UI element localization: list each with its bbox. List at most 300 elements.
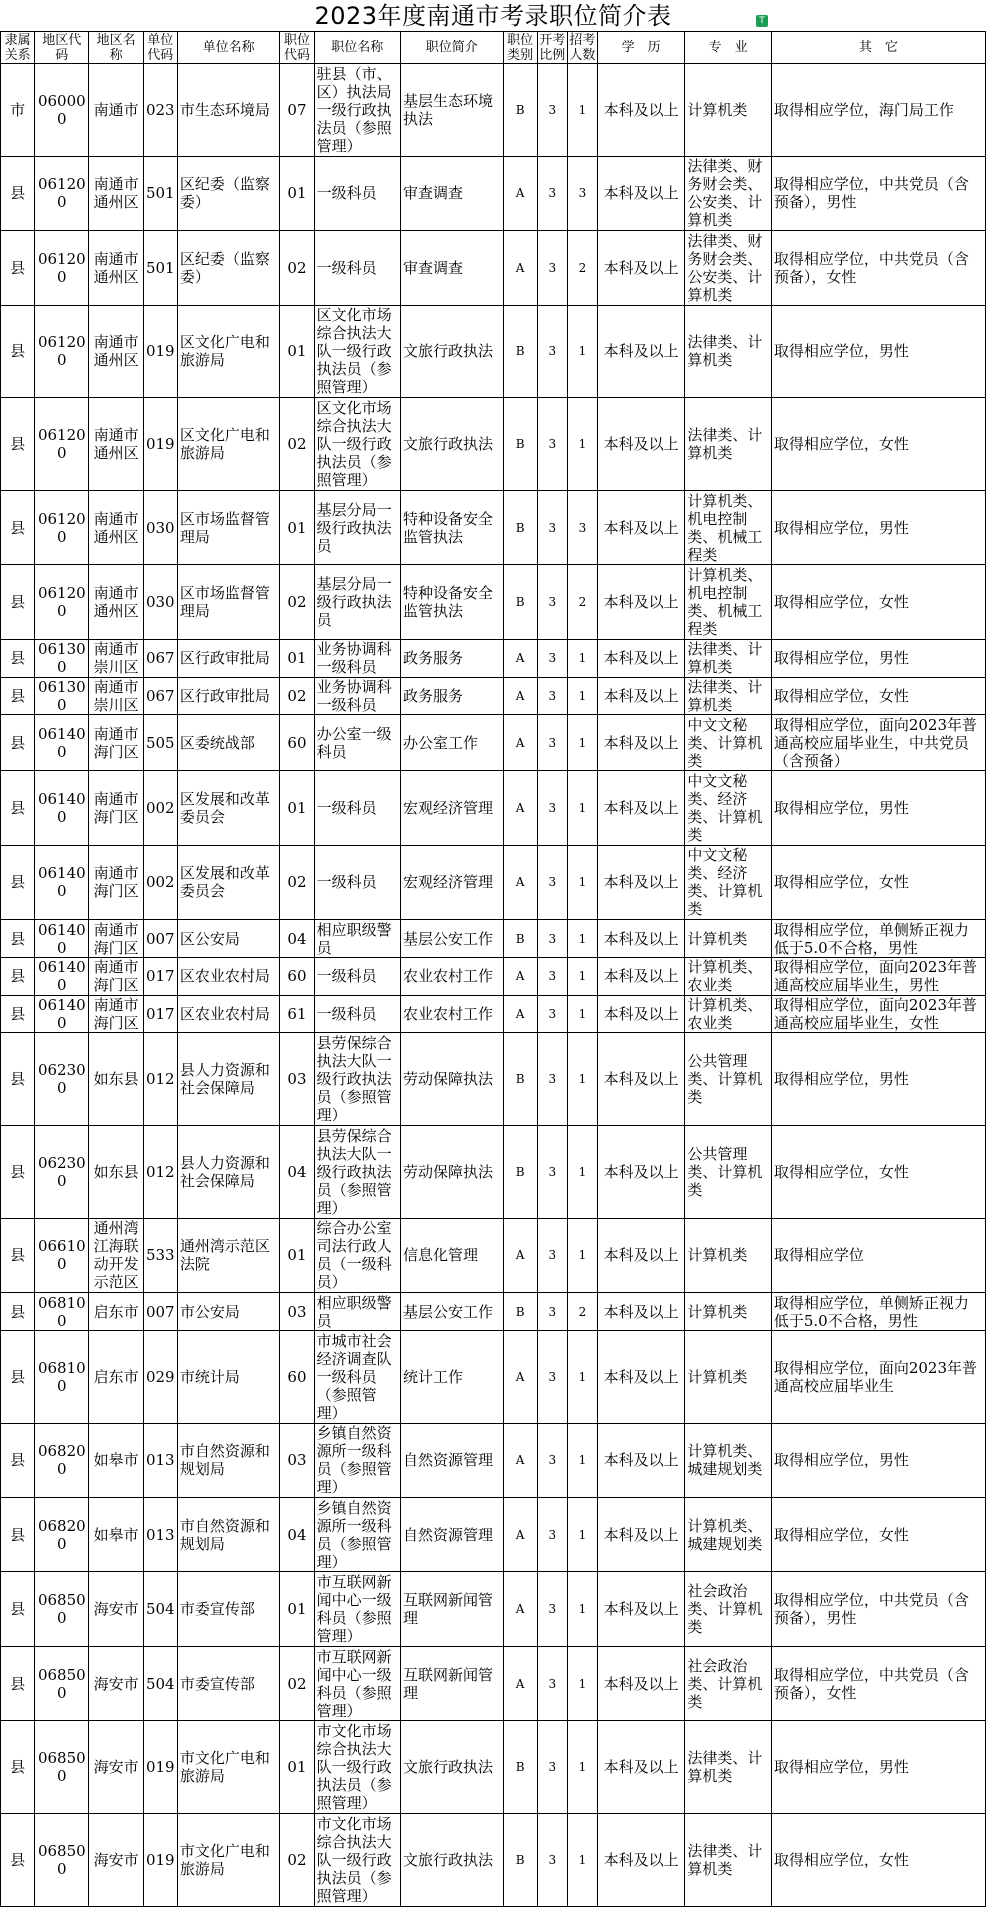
cell-region-name: 南通市海门区 (89, 771, 143, 845)
table-row (1, 995, 986, 1033)
cell-major: 中文文秘类、经济类、计算机类 (685, 771, 771, 845)
cell-education: 本科及以上 (597, 639, 684, 677)
cell-region-code: 068100 (35, 1293, 89, 1331)
cell-affiliation: 县 (1, 920, 35, 958)
cell-affiliation: 县 (1, 639, 35, 677)
cell-position-desc: 文旅行政执法 (401, 305, 504, 398)
cell-position-desc: 特种设备安全监管执法 (401, 565, 504, 639)
table-row (1, 957, 986, 995)
cell-exam-ratio: 3 (537, 771, 567, 845)
cell-region-code: 061200 (35, 565, 89, 639)
cell-position-type: B (503, 398, 537, 491)
cell-unit-code: 504 (143, 1572, 177, 1646)
cell-position-desc: 文旅行政执法 (401, 398, 504, 491)
cell-position-type: A (503, 771, 537, 845)
cell-region-code: 061400 (35, 920, 89, 958)
cell-major: 计算机类 (685, 920, 771, 958)
cell-position-name: 市互联网新闻中心一级科员（参照管理） (314, 1646, 400, 1720)
cell-region-code: 068100 (35, 1330, 89, 1423)
cell-education: 本科及以上 (597, 1126, 684, 1219)
cell-hire-count: 1 (567, 920, 597, 958)
cell-exam-ratio: 3 (537, 1646, 567, 1720)
header-region-name: 地区名称 (89, 32, 143, 64)
cell-hire-count: 2 (567, 565, 597, 639)
cell-position-desc: 互联网新闻管理 (401, 1646, 504, 1720)
cell-region-name: 启东市 (89, 1330, 143, 1423)
cell-education: 本科及以上 (597, 771, 684, 845)
cell-exam-ratio: 3 (537, 845, 567, 919)
cell-other: 取得相应学位，中共党员（含预备），男性 (771, 156, 985, 230)
cell-unit-code: 017 (143, 957, 177, 995)
table-row (1, 1293, 986, 1331)
cell-region-name: 如东县 (89, 1126, 143, 1219)
cell-region-name: 南通市通州区 (89, 565, 143, 639)
cell-unit-name: 区农业农村局 (177, 957, 280, 995)
cell-position-code: 02 (280, 231, 314, 305)
cell-unit-name: 区行政审批局 (177, 677, 280, 715)
cell-position-name: 乡镇自然资源所一级科员（参照管理） (314, 1423, 400, 1497)
cell-affiliation: 县 (1, 1423, 35, 1497)
cell-education: 本科及以上 (597, 1330, 684, 1423)
cell-affiliation: 县 (1, 995, 35, 1033)
cell-position-name: 区文化市场综合执法大队一级行政执法员（参照管理） (314, 398, 400, 491)
cell-hire-count: 1 (567, 1814, 597, 1907)
cell-unit-name: 区市场监督管理局 (177, 491, 280, 565)
cell-other: 取得相应学位，男性 (771, 1423, 985, 1497)
cell-region-code: 061200 (35, 231, 89, 305)
cell-position-desc: 文旅行政执法 (401, 1721, 504, 1814)
cell-unit-code: 067 (143, 677, 177, 715)
cell-position-type: A (503, 1218, 537, 1292)
cell-unit-code: 013 (143, 1498, 177, 1572)
cell-affiliation: 县 (1, 771, 35, 845)
cell-other: 取得相应学位，单侧矫正视力低于5.0不合格，男性 (771, 1293, 985, 1331)
cell-affiliation: 县 (1, 1033, 35, 1126)
cell-hire-count: 1 (567, 845, 597, 919)
cell-hire-count: 1 (567, 1423, 597, 1497)
cell-unit-code: 019 (143, 1814, 177, 1907)
table-row (1, 156, 986, 230)
cell-region-code: 068500 (35, 1814, 89, 1907)
cell-unit-code: 030 (143, 565, 177, 639)
header-position-desc: 职位简介 (401, 32, 504, 64)
cell-position-desc: 基层生态环境执法 (401, 64, 504, 157)
table-row (1, 1498, 986, 1572)
cell-position-name: 一级科员 (314, 231, 400, 305)
cell-education: 本科及以上 (597, 1293, 684, 1331)
header-hire-count: 招考人数 (567, 32, 597, 64)
cell-position-code: 03 (280, 1033, 314, 1126)
cell-major: 法律类、计算机类 (685, 677, 771, 715)
cell-region-code: 060000 (35, 64, 89, 157)
cell-other: 取得相应学位，单侧矫正视力低于5.0不合格，男性 (771, 920, 985, 958)
cell-position-code: 02 (280, 677, 314, 715)
cell-hire-count: 1 (567, 305, 597, 398)
cell-position-name: 业务协调科一级科员 (314, 677, 400, 715)
cell-other: 取得相应学位，中共党员（含预备），男性 (771, 1572, 985, 1646)
cell-unit-name: 市委宣传部 (177, 1572, 280, 1646)
cell-position-code: 04 (280, 1126, 314, 1219)
cell-other: 取得相应学位 (771, 1218, 985, 1292)
cell-position-name: 办公室一级科员 (314, 715, 400, 771)
cell-major: 法律类、计算机类 (685, 1721, 771, 1814)
cell-education: 本科及以上 (597, 1423, 684, 1497)
cell-major: 公共管理类、计算机类 (685, 1126, 771, 1219)
cell-position-desc: 基层公安工作 (401, 920, 504, 958)
cell-region-code: 061400 (35, 957, 89, 995)
cell-region-name: 南通市通州区 (89, 156, 143, 230)
cell-position-desc: 劳动保障执法 (401, 1126, 504, 1219)
cell-position-type: A (503, 1330, 537, 1423)
table-row (1, 1423, 986, 1497)
cell-major: 法律类、财务财会类、公安类、计算机类 (685, 231, 771, 305)
cell-unit-code: 002 (143, 771, 177, 845)
cell-position-name: 一级科员 (314, 957, 400, 995)
cell-position-code: 04 (280, 920, 314, 958)
cell-major: 计算机类、农业类 (685, 957, 771, 995)
cell-region-name: 如皋市 (89, 1423, 143, 1497)
cell-education: 本科及以上 (597, 1498, 684, 1572)
cell-position-code: 60 (280, 1330, 314, 1423)
cell-region-name: 海安市 (89, 1572, 143, 1646)
cell-region-code: 061400 (35, 771, 89, 845)
cell-unit-code: 023 (143, 64, 177, 157)
cell-position-name: 一级科员 (314, 845, 400, 919)
cell-unit-code: 002 (143, 845, 177, 919)
cell-region-code: 066100 (35, 1218, 89, 1292)
cell-unit-name: 区行政审批局 (177, 639, 280, 677)
cell-position-type: A (503, 1423, 537, 1497)
cell-other: 取得相应学位，男性 (771, 305, 985, 398)
cell-exam-ratio: 3 (537, 1293, 567, 1331)
cell-position-type: A (503, 231, 537, 305)
cell-position-type: B (503, 1126, 537, 1219)
cell-position-desc: 信息化管理 (401, 1218, 504, 1292)
cell-major: 计算机类 (685, 64, 771, 157)
cell-other: 取得相应学位，面向2023年普通高校应届毕业生，女性 (771, 995, 985, 1033)
cell-exam-ratio: 3 (537, 1498, 567, 1572)
cell-unit-code: 029 (143, 1330, 177, 1423)
cell-unit-name: 市自然资源和规划局 (177, 1423, 280, 1497)
table-row (1, 845, 986, 919)
cell-position-desc: 农业农村工作 (401, 995, 504, 1033)
cell-other: 取得相应学位，女性 (771, 398, 985, 491)
cell-region-code: 061400 (35, 715, 89, 771)
cell-affiliation: 县 (1, 156, 35, 230)
header-position-type: 职位类别 (503, 32, 537, 64)
cell-position-desc: 审查调查 (401, 231, 504, 305)
cell-other: 取得相应学位，女性 (771, 1498, 985, 1572)
cell-unit-name: 区农业农村局 (177, 995, 280, 1033)
cell-position-type: B (503, 491, 537, 565)
cell-affiliation: 县 (1, 715, 35, 771)
cell-position-name: 乡镇自然资源所一级科员（参照管理） (314, 1498, 400, 1572)
cell-position-code: 03 (280, 1293, 314, 1331)
cell-position-type: B (503, 1814, 537, 1907)
cell-region-name: 南通市通州区 (89, 231, 143, 305)
header-unit-code: 单位代码 (143, 32, 177, 64)
cell-unit-name: 市自然资源和规划局 (177, 1498, 280, 1572)
cell-exam-ratio: 3 (537, 1572, 567, 1646)
cell-unit-name: 市生态环境局 (177, 64, 280, 157)
cell-position-code: 01 (280, 305, 314, 398)
cell-region-name: 南通市海门区 (89, 715, 143, 771)
cell-other: 取得相应学位，面向2023年普通高校应届毕业生 (771, 1330, 985, 1423)
cell-major: 社会政治类、计算机类 (685, 1572, 771, 1646)
cell-unit-name: 区文化广电和旅游局 (177, 398, 280, 491)
table-row (1, 1721, 986, 1814)
cell-position-desc: 政务服务 (401, 677, 504, 715)
cell-position-code: 02 (280, 398, 314, 491)
cell-position-name: 综合办公室司法行政人员（一级科员） (314, 1218, 400, 1292)
table-row (1, 491, 986, 565)
cell-exam-ratio: 3 (537, 231, 567, 305)
cell-unit-name: 区市场监督管理局 (177, 565, 280, 639)
cell-education: 本科及以上 (597, 1646, 684, 1720)
cell-major: 社会政治类、计算机类 (685, 1646, 771, 1720)
cell-hire-count: 1 (567, 1572, 597, 1646)
cell-hire-count: 3 (567, 491, 597, 565)
cell-exam-ratio: 3 (537, 1721, 567, 1814)
table-row (1, 1126, 986, 1219)
cell-position-type: B (503, 1033, 537, 1126)
cell-position-name: 市文化市场综合执法大队一级行政执法员（参照管理） (314, 1814, 400, 1907)
cell-position-code: 03 (280, 1423, 314, 1497)
cell-unit-code: 007 (143, 1293, 177, 1331)
cell-major: 计算机类 (685, 1330, 771, 1423)
table-row (1, 1646, 986, 1720)
cell-other: 取得相应学位，中共党员（含预备），女性 (771, 231, 985, 305)
page-title: 2023年度南通市考录职位简介表 (314, 2, 672, 30)
cell-position-name: 驻县（市、区）执法局一级行政执法员（参照管理） (314, 64, 400, 157)
cell-exam-ratio: 3 (537, 491, 567, 565)
cell-position-type: A (503, 1646, 537, 1720)
cell-unit-name: 县人力资源和社会保障局 (177, 1033, 280, 1126)
cell-exam-ratio: 3 (537, 920, 567, 958)
cell-affiliation: 县 (1, 565, 35, 639)
cell-unit-code: 505 (143, 715, 177, 771)
cell-other: 取得相应学位，男性 (771, 491, 985, 565)
header-position-code: 职位代码 (280, 32, 314, 64)
cell-unit-code: 007 (143, 920, 177, 958)
cell-affiliation: 县 (1, 957, 35, 995)
cell-position-desc: 文旅行政执法 (401, 1814, 504, 1907)
cell-position-name: 市文化市场综合执法大队一级行政执法员（参照管理） (314, 1721, 400, 1814)
cell-other: 取得相应学位，男性 (771, 639, 985, 677)
cell-other: 取得相应学位，女性 (771, 677, 985, 715)
cell-hire-count: 1 (567, 1646, 597, 1720)
header-region-code: 地区代码 (35, 32, 89, 64)
cell-position-desc: 宏观经济管理 (401, 771, 504, 845)
cell-region-name: 海安市 (89, 1646, 143, 1720)
cell-education: 本科及以上 (597, 995, 684, 1033)
header-affiliation: 隶属关系 (1, 32, 35, 64)
cell-position-name: 市互联网新闻中心一级科员（参照管理） (314, 1572, 400, 1646)
cell-position-code: 02 (280, 1814, 314, 1907)
cell-unit-code: 017 (143, 995, 177, 1033)
cell-exam-ratio: 3 (537, 1423, 567, 1497)
cell-position-desc: 自然资源管理 (401, 1423, 504, 1497)
cell-region-name: 南通市崇川区 (89, 639, 143, 677)
cell-unit-name: 县人力资源和社会保障局 (177, 1126, 280, 1219)
cell-position-name: 区文化市场综合执法大队一级行政执法员（参照管理） (314, 305, 400, 398)
cell-education: 本科及以上 (597, 957, 684, 995)
cell-position-code: 01 (280, 1218, 314, 1292)
cell-position-desc: 劳动保障执法 (401, 1033, 504, 1126)
cell-region-name: 南通市海门区 (89, 995, 143, 1033)
cell-unit-name: 区发展和改革委员会 (177, 771, 280, 845)
table-row (1, 771, 986, 845)
cell-unit-name: 市公安局 (177, 1293, 280, 1331)
cell-position-type: A (503, 639, 537, 677)
cell-unit-code: 504 (143, 1646, 177, 1720)
cell-hire-count: 1 (567, 995, 597, 1033)
cell-region-name: 海安市 (89, 1814, 143, 1907)
cell-unit-code: 533 (143, 1218, 177, 1292)
cell-other: 取得相应学位，女性 (771, 1126, 985, 1219)
cell-major: 计算机类、农业类 (685, 995, 771, 1033)
cell-hire-count: 2 (567, 231, 597, 305)
cell-hire-count: 1 (567, 1721, 597, 1814)
cell-exam-ratio: 3 (537, 1126, 567, 1219)
cell-hire-count: 1 (567, 715, 597, 771)
cell-hire-count: 1 (567, 677, 597, 715)
table-row (1, 1330, 986, 1423)
cell-region-code: 068200 (35, 1423, 89, 1497)
cell-affiliation: 县 (1, 1330, 35, 1423)
cell-unit-code: 013 (143, 1423, 177, 1497)
cell-major: 中文文秘类、经济类、计算机类 (685, 845, 771, 919)
table-row (1, 398, 986, 491)
cell-major: 法律类、计算机类 (685, 398, 771, 491)
cell-affiliation: 县 (1, 1646, 35, 1720)
cell-region-code: 068500 (35, 1646, 89, 1720)
cell-position-desc: 互联网新闻管理 (401, 1572, 504, 1646)
cell-position-name: 一级科员 (314, 771, 400, 845)
cell-exam-ratio: 3 (537, 677, 567, 715)
cell-position-name: 相应职级警员 (314, 1293, 400, 1331)
cell-education: 本科及以上 (597, 1721, 684, 1814)
cell-region-code: 068500 (35, 1721, 89, 1814)
cell-hire-count: 1 (567, 1033, 597, 1126)
cell-unit-name: 区发展和改革委员会 (177, 845, 280, 919)
cell-region-name: 南通市海门区 (89, 920, 143, 958)
cell-education: 本科及以上 (597, 1033, 684, 1126)
cell-position-code: 02 (280, 1646, 314, 1720)
table-header-row (1, 32, 986, 64)
cell-position-type: B (503, 1293, 537, 1331)
cell-education: 本科及以上 (597, 305, 684, 398)
cell-unit-name: 市统计局 (177, 1330, 280, 1423)
cell-unit-name: 通州湾示范区法院 (177, 1218, 280, 1292)
cell-position-code: 02 (280, 845, 314, 919)
table-row (1, 677, 986, 715)
cell-exam-ratio: 3 (537, 398, 567, 491)
cell-other: 取得相应学位，女性 (771, 845, 985, 919)
cell-hire-count: 1 (567, 957, 597, 995)
cell-position-type: A (503, 845, 537, 919)
cell-position-code: 01 (280, 639, 314, 677)
table-row (1, 639, 986, 677)
cell-education: 本科及以上 (597, 565, 684, 639)
cell-region-name: 如东县 (89, 1033, 143, 1126)
cell-unit-name: 区委统战部 (177, 715, 280, 771)
cell-region-name: 南通市 (89, 64, 143, 157)
cell-position-name: 市城市社会经济调查队一级科员（参照管理） (314, 1330, 400, 1423)
cell-affiliation: 县 (1, 1293, 35, 1331)
cell-unit-name: 区纪委（监察委） (177, 156, 280, 230)
cell-hire-count: 1 (567, 771, 597, 845)
cell-unit-name: 区纪委（监察委） (177, 231, 280, 305)
cell-position-code: 61 (280, 995, 314, 1033)
cell-affiliation: 县 (1, 1814, 35, 1907)
cell-position-desc: 办公室工作 (401, 715, 504, 771)
cell-region-name: 南通市通州区 (89, 398, 143, 491)
table-row (1, 1572, 986, 1646)
cell-position-name: 基层分局一级行政执法员 (314, 491, 400, 565)
cell-education: 本科及以上 (597, 845, 684, 919)
cell-affiliation: 县 (1, 845, 35, 919)
cell-position-name: 业务协调科一级科员 (314, 639, 400, 677)
cell-exam-ratio: 3 (537, 1330, 567, 1423)
cell-region-name: 南通市通州区 (89, 491, 143, 565)
cell-affiliation: 县 (1, 305, 35, 398)
cell-affiliation: 县 (1, 1126, 35, 1219)
cell-unit-code: 012 (143, 1033, 177, 1126)
cell-exam-ratio: 3 (537, 64, 567, 157)
cell-hire-count: 1 (567, 1498, 597, 1572)
cell-position-type: B (503, 64, 537, 157)
cell-region-code: 061200 (35, 156, 89, 230)
cell-exam-ratio: 3 (537, 156, 567, 230)
cell-position-type: B (503, 1721, 537, 1814)
cell-region-code: 061200 (35, 305, 89, 398)
cell-affiliation: 县 (1, 491, 35, 565)
table-row (1, 565, 986, 639)
cell-position-name: 县劳保综合执法大队一级行政执法员（参照管理） (314, 1126, 400, 1219)
table-row (1, 1814, 986, 1907)
sheet-marker-icon: T (756, 15, 768, 27)
cell-position-code: 01 (280, 156, 314, 230)
table-row (1, 920, 986, 958)
cell-affiliation: 县 (1, 398, 35, 491)
table-row (1, 1218, 986, 1292)
cell-education: 本科及以上 (597, 920, 684, 958)
cell-major: 法律类、计算机类 (685, 639, 771, 677)
cell-unit-name: 市委宣传部 (177, 1646, 280, 1720)
cell-other: 取得相应学位，男性 (771, 1033, 985, 1126)
cell-unit-code: 030 (143, 491, 177, 565)
cell-unit-code: 501 (143, 156, 177, 230)
cell-major: 计算机类、机电控制类、机械工程类 (685, 491, 771, 565)
cell-affiliation: 县 (1, 231, 35, 305)
cell-education: 本科及以上 (597, 64, 684, 157)
cell-position-desc: 农业农村工作 (401, 957, 504, 995)
cell-position-type: B (503, 305, 537, 398)
cell-exam-ratio: 3 (537, 1218, 567, 1292)
cell-other: 取得相应学位，面向2023年普通高校应届毕业生，中共党员（含预备） (771, 715, 985, 771)
cell-other: 取得相应学位，海门局工作 (771, 64, 985, 157)
cell-education: 本科及以上 (597, 1218, 684, 1292)
cell-exam-ratio: 3 (537, 639, 567, 677)
cell-unit-code: 019 (143, 1721, 177, 1814)
cell-unit-code: 019 (143, 398, 177, 491)
cell-position-type: A (503, 957, 537, 995)
cell-position-desc: 统计工作 (401, 1330, 504, 1423)
cell-unit-code: 501 (143, 231, 177, 305)
cell-region-code: 061200 (35, 398, 89, 491)
cell-major: 法律类、财务财会类、公安类、计算机类 (685, 156, 771, 230)
